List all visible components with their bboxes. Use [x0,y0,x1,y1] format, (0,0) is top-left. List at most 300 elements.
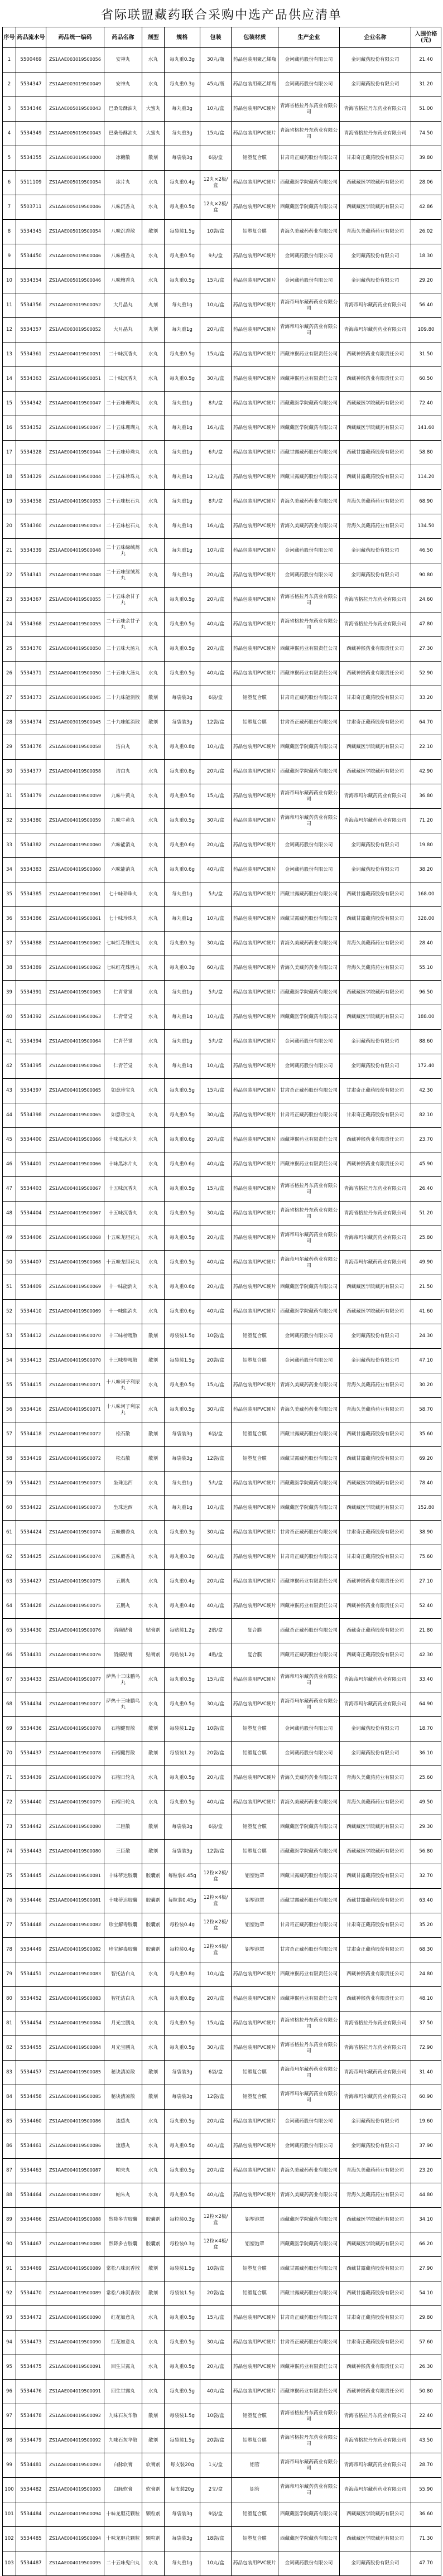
cell-spec: 每丸重1g [165,293,200,318]
cell-company: 西藏藏医学院藏药有限公司 [340,981,411,1005]
table-row [3,1202,441,1226]
cell-serial: 5534431 [16,1643,46,1668]
cell-company: 西藏藏医学院藏药有限公司 [340,1005,411,1030]
cell-company: 青海省格拉丹东药业有限公司 [340,97,411,122]
cell-spec: 每丸重3g [165,97,200,122]
cell-code: ZS1AAE004019500063 [46,1005,104,1030]
cell-package: 30丸/盒 [200,1692,232,1717]
cell-drug-name: 萨热十三味鹏鸟丸 [104,1692,142,1717]
cell-package: 12袋/盒 [200,2085,232,2110]
cell-material: 药品包装用PVC硬片 [232,1570,278,1594]
cell-drug-name: 二十味沉香丸 [104,342,142,367]
cell-spec: 每丸重1g [165,465,200,490]
cell-code: ZS1AAE004019500082 [46,1913,104,1938]
cell-material: 药品包装用PVC硬片 [232,2331,278,2355]
cell-form: 散剂 [142,2281,165,2306]
cell-spec: 每丸重0.5g [165,269,200,293]
cell-company: 西藏神猴药业有限责任公司 [340,1962,411,1987]
cell-price: 188.00 [411,1005,441,1030]
cell-company: 西藏藏医学院藏药有限公司 [340,195,411,220]
cell-manufacturer: 西藏奇正藏药股份有限公司 [278,1619,340,1643]
cell-code: ZS1AAE004019500082 [46,1938,104,1962]
cell-serial: 5534368 [16,612,46,637]
cell-price: 21.80 [411,1619,441,1643]
cell-form: 水丸 [142,1570,165,1594]
cell-spec: 每丸重1g [165,539,200,563]
cell-serial: 5534436 [16,1717,46,1742]
header-package: 包装 [200,27,232,48]
table-row [3,1570,441,1594]
cell-serial: 5534440 [16,1791,46,1815]
cell-manufacturer: 西藏藏医学院藏药有限公司 [278,760,340,784]
cell-company: 金诃藏药股份有限公司 [340,1054,411,1079]
document-title: 省际联盟藏药联合采购中选产品供应清单 [100,8,342,22]
cell-price: 44.80 [411,2183,441,2208]
cell-index: 17 [3,441,16,465]
cell-spec: 每丸重1g [165,392,200,416]
cell-index: 10 [3,269,16,293]
cell-drug-name: 巴桑母酥油丸 [104,97,142,122]
cell-material: 药品包装用PVC硬片 [232,195,278,220]
cell-spec: 每丸重0.5g [165,342,200,367]
cell-drug-name: 八味沉香丸 [104,195,142,220]
cell-material: 药品包装用PVC硬片 [232,1030,278,1054]
cell-company: 青海帝玛尔藏药药业有限公司 [340,784,411,809]
cell-company: 金诃藏药股份有限公司 [340,833,411,858]
cell-manufacturer: 西藏藏医学院藏药有限公司 [278,2232,340,2257]
table-row [3,2281,441,2306]
cell-form: 散剂 [142,2085,165,2110]
cell-code: ZS1AAE004019500079 [46,1791,104,1815]
cell-spec: 每丸重1g [165,981,200,1005]
cell-spec: 每丸重3g [165,122,200,146]
table-row [3,2134,441,2159]
cell-company: 西藏甘露藏药股份有限公司 [340,441,411,465]
cell-spec: 每袋装1.5g [165,1324,200,1349]
cell-index: 12 [3,318,16,342]
cell-form: 水丸 [142,1791,165,1815]
cell-code: ZS1AAE004019500070 [46,1349,104,1373]
table-row [3,1742,441,1766]
cell-price: 58.80 [411,441,441,465]
cell-company: 金诃藏药股份有限公司 [340,1349,411,1373]
cell-price: 72.40 [411,392,441,416]
cell-index: 100 [3,2478,16,2502]
table-row [3,392,441,416]
cell-manufacturer: 西藏甘露藏药股份有限公司 [278,882,340,907]
cell-manufacturer: 青海省格拉丹东药业有限公司 [278,122,340,146]
cell-serial: 5534361 [16,342,46,367]
cell-material: 药品包装用PVC硬片 [232,1987,278,2011]
cell-company: 西藏藏医学院藏药有限公司 [340,2527,411,2551]
cell-spec: 每丸重0.5g [165,1791,200,1815]
cell-drug-name: 十五味龙胆花丸 [104,1226,142,1251]
cell-material: 铝塑复合膜 [232,1422,278,1447]
cell-serial: 5534358 [16,490,46,514]
cell-index: 28 [3,711,16,735]
cell-drug-name: 五鹏丸 [104,1570,142,1594]
cell-code: ZS1AAE004019500078 [46,1717,104,1742]
cell-material: 铝塑复合膜 [232,1815,278,1840]
cell-index: 20 [3,514,16,539]
cell-manufacturer: 青海久美藏药药业有限公司 [278,2159,340,2183]
cell-company: 金诃藏药股份有限公司 [340,1030,411,1054]
cell-material: 药品包装用PVC硬片 [232,2380,278,2404]
table-row [3,1692,441,1717]
cell-manufacturer: 青海久美藏药药业有限公司 [278,956,340,981]
cell-drug-name: 九味牛黄丸 [104,809,142,833]
cell-price: 88.60 [411,1030,441,1054]
cell-manufacturer: 青海久美藏药药业有限公司 [278,1398,340,1422]
cell-material: 药品包装用PVC硬片 [232,1521,278,1545]
cell-serial: 5534433 [16,1668,46,1692]
cell-drug-name: 石榴日轮丸 [104,1791,142,1815]
cell-material: 药品包装用PVC硬片 [232,637,278,662]
header-price: 入围价格(元) [411,27,441,48]
cell-material: 药品包装用PVC硬片 [232,1300,278,1324]
cell-serial: 5534455 [16,2036,46,2061]
cell-company: 西藏神猴药业有限责任公司 [340,2355,411,2380]
cell-material: 药品包装用PVC硬片 [232,1791,278,1815]
cell-company: 西藏神猴药业有限责任公司 [340,1570,411,1594]
cell-form: 水丸 [142,244,165,269]
cell-code: ZS1AAE003019500049 [46,73,104,97]
cell-code: ZS1AAE004019500081 [46,1864,104,1889]
cell-spec: 每丸重0.4g [165,1570,200,1594]
cell-price: 26.02 [411,220,441,244]
cell-index: 82 [3,2036,16,2061]
cell-package: 10丸/盒 [200,293,232,318]
cell-drug-name: 流感丸 [104,2110,142,2134]
cell-package: 40丸/盒 [200,612,232,637]
cell-company: 青海省格拉丹东药业有限公司 [340,1202,411,1226]
cell-company: 青海帝玛尔藏药药业有限公司 [340,1226,411,1251]
cell-spec: 每丸重0.6g [165,833,200,858]
cell-drug-name: 五鹏丸 [104,1594,142,1619]
cell-spec: 每丸重0.5g [165,588,200,612]
cell-drug-name: 仁青常觉 [104,1005,142,1030]
cell-index: 50 [3,1251,16,1275]
cell-package: 10丸/盒 [200,1054,232,1079]
cell-company: 青海帝玛尔藏药药业有限公司 [340,293,411,318]
cell-company: 青海帝玛尔藏药药业有限公司 [340,2085,411,2110]
cell-serial: 5534448 [16,1913,46,1938]
table-row [3,1447,441,1472]
cell-index: 27 [3,686,16,711]
cell-code: ZS1AAE004019500083 [46,1962,104,1987]
cell-material: 药品包装用PVC硬片 [232,465,278,490]
cell-price: 27.90 [411,2257,441,2281]
cell-company: 西藏藏医学院藏药有限公司 [340,760,411,784]
cell-package: 10袋/盒 [200,2404,232,2429]
cell-index: 45 [3,1128,16,1152]
cell-serial: 5534416 [16,1398,46,1422]
cell-price: 141.60 [411,416,441,441]
cell-code: ZS1AAE004019500092 [46,2429,104,2453]
cell-price: 37.90 [411,2134,441,2159]
table-row [3,1619,441,1643]
table-row [3,956,441,981]
table-row [3,1472,441,1496]
cell-manufacturer: 青海省格拉丹东药业有限公司 [278,2011,340,2036]
cell-manufacturer: 西藏藏医学院藏药有限公司 [278,2502,340,2527]
cell-serial: 5534367 [16,588,46,612]
cell-drug-name: 三臣散 [104,1840,142,1864]
cell-code: ZS1AAE004019500071 [46,1373,104,1398]
cell-drug-name: 智托洁白丸 [104,1962,142,1987]
cell-form: 贴膏剂 [142,1619,165,1643]
cell-spec: 每丸重1g [165,318,200,342]
cell-manufacturer: 西藏甘露藏药股份有限公司 [278,2257,340,2281]
cell-spec: 每袋装1.5g [165,2281,200,2306]
cell-package: 9袋/盒 [200,2502,232,2527]
table-row [3,735,441,760]
cell-spec: 每丸重0.8g [165,1962,200,1987]
cell-drug-name: 七十味珍珠丸 [104,882,142,907]
cell-package: 10丸/盒 [200,735,232,760]
cell-price: 57.60 [411,2331,441,2355]
cell-code: ZS1AAE004019500087 [46,2159,104,2183]
cell-index: 77 [3,1913,16,1938]
cell-manufacturer: 西藏神猴药业有限责任公司 [278,1987,340,2011]
cell-package: 20丸/盒 [200,2110,232,2134]
cell-spec: 每丸重1g [165,1472,200,1496]
cell-serial: 5534434 [16,1692,46,1717]
cell-code: ZS1AAE004019500058 [46,760,104,784]
cell-material: 药品包装用PVC硬片 [232,1202,278,1226]
cell-index: 98 [3,2429,16,2453]
cell-company: 金诃藏药股份有限公司 [340,1324,411,1349]
cell-code: ZS1AAE004019500063 [46,981,104,1005]
cell-serial: 5534379 [16,784,46,809]
cell-package: 30丸/盒 [200,1521,232,1545]
cell-code: ZS1AAE004019500065 [46,1079,104,1103]
cell-company: 甘肃奇正藏药股份有限公司 [340,2306,411,2331]
cell-price: 31.20 [411,73,441,97]
cell-drug-name: 九味石灰华散 [104,2404,142,2429]
cell-code: ZS1AAE004019500047 [46,392,104,416]
cell-price: 52.90 [411,662,441,686]
table-row [3,2257,441,2281]
cell-drug-name: 安神丸 [104,48,142,73]
cell-code: ZS1AAE004019500093 [46,2478,104,2502]
cell-package: 15丸/盒 [200,2011,232,2036]
cell-code: ZS1AAE004019500084 [46,2036,104,2061]
cell-package: 2支/盒 [200,2478,232,2502]
cell-code: ZS1AAE004019500086 [46,2110,104,2134]
cell-form: 散剂 [142,1815,165,1840]
cell-index: 9 [3,244,16,269]
cell-drug-name: 如意珍宝丸 [104,1103,142,1128]
cell-manufacturer: 西藏神猴药业有限责任公司 [278,1594,340,1619]
cell-code: ZS1AAE004019500094 [46,2527,104,2551]
cell-drug-name: 二十五味绿绒蒿丸 [104,539,142,563]
cell-company: 西藏藏医学院藏药有限公司 [340,735,411,760]
cell-spec: 每丸重1g [165,1030,200,1054]
cell-serial: 5534391 [16,981,46,1005]
cell-code: ZS1AAE005019500046 [46,195,104,220]
table-row [3,1103,441,1128]
table-row [3,2011,441,2036]
cell-drug-name: 十五味沉香丸 [104,1202,142,1226]
table-row [3,1422,441,1447]
cell-serial: 5534328 [16,441,46,465]
cell-form: 水丸 [142,956,165,981]
cell-serial: 5534341 [16,563,46,588]
cell-spec: 每袋装3g [165,1422,200,1447]
cell-form: 水丸 [142,1521,165,1545]
cell-material: 药品包装用PVC硬片 [232,1668,278,1692]
cell-company: 青海久美藏药药业有限公司 [340,1791,411,1815]
cell-material: 药品包装用PVC硬片 [232,1103,278,1128]
cell-price: 55.10 [411,956,441,981]
cell-index: 63 [3,1570,16,1594]
cell-form: 散剂 [142,2429,165,2453]
cell-form: 水丸 [142,662,165,686]
cell-package: 5丸/盒 [200,981,232,1005]
table-row [3,1913,441,1938]
cell-serial: 5534347 [16,73,46,97]
cell-material: 药品包装用PVC硬片 [232,1275,278,1300]
cell-index: 95 [3,2355,16,2380]
cell-spec: 每袋装3g [165,146,200,171]
cell-serial: 5534479 [16,2429,46,2453]
cell-package: 20袋/盒 [200,1742,232,1766]
cell-form: 水丸 [142,2306,165,2331]
supply-list-table [2,27,441,2576]
cell-spec: 每丸重0.5g [165,662,200,686]
cell-serial: 5534476 [16,2380,46,2404]
cell-form: 水丸 [142,269,165,293]
cell-serial: 5534398 [16,1103,46,1128]
cell-price: 28.40 [411,932,441,956]
table-row [3,1324,441,1349]
cell-code: ZS1AAE004019500044 [46,465,104,490]
cell-form: 水丸 [142,1275,165,1300]
cell-spec: 每丸重0.6g [165,1152,200,1177]
cell-material: 药品包装用PVC硬片 [232,1373,278,1398]
cell-drug-name: 五味麝香丸 [104,1521,142,1545]
cell-drug-name: 常松八味沉香散 [104,2257,142,2281]
cell-serial: 5534450 [16,244,46,269]
cell-drug-name: 流感丸 [104,2134,142,2159]
cell-company: 西藏神猴药业有限责任公司 [340,637,411,662]
cell-company: 西藏藏医学院藏药有限公司 [340,171,411,195]
table-row [3,195,441,220]
cell-material: 药品包装用PVC硬片 [232,2011,278,2036]
cell-serial: 5534419 [16,1447,46,1472]
cell-form: 水丸 [142,1152,165,1177]
cell-index: 91 [3,2257,16,2281]
cell-company: 甘肃奇正藏药股份有限公司 [340,2331,411,2355]
cell-code: ZS1AAE004019500095 [46,2551,104,2576]
cell-material: 药品包装用PVC硬片 [232,760,278,784]
cell-form: 水丸 [142,1226,165,1251]
cell-code: ZS1AAE004019500089 [46,2281,104,2306]
cell-drug-name: 然降多吉胶囊 [104,2232,142,2257]
cell-code: ZS1AAE004019500072 [46,1447,104,1472]
table-row [3,637,441,662]
table-row [3,932,441,956]
cell-price: 68.90 [411,490,441,514]
table-row [3,416,441,441]
cell-price: 38.20 [411,858,441,882]
cell-drug-name: 十味蒂达胶囊 [104,1864,142,1889]
cell-price: 51.20 [411,1202,441,1226]
table-row [3,1766,441,1791]
cell-manufacturer: 甘肃奇正藏药股份有限公司 [278,146,340,171]
cell-index: 23 [3,588,16,612]
cell-price: 36.80 [411,784,441,809]
cell-package: 1支/盒 [200,2453,232,2478]
cell-drug-name: 洁白丸 [104,735,142,760]
cell-manufacturer: 金诃藏药股份有限公司 [278,2110,340,2134]
table-row [3,1373,441,1398]
cell-package: 6袋/盒 [200,2061,232,2085]
cell-price: 60.90 [411,2085,441,2110]
cell-material: 铝塑复合膜 [232,711,278,735]
cell-code: ZS1AAE005019500046 [46,244,104,269]
cell-company: 西藏藏医学院藏药有限公司 [340,2502,411,2527]
cell-drug-name: 松石散 [104,1422,142,1447]
cell-manufacturer: 西藏藏医学院藏药有限公司 [278,1815,340,1840]
cell-package: 40丸/盒 [200,2380,232,2404]
cell-index: 52 [3,1300,16,1324]
cell-price: 24.80 [411,1962,441,1987]
table-row [3,1962,441,1987]
cell-manufacturer: 青海久美藏药药业有限公司 [278,220,340,244]
cell-form: 水丸 [142,2159,165,2183]
cell-material: 药品包装用PVC硬片 [232,392,278,416]
cell-form: 水丸 [142,612,165,637]
cell-company: 甘肃奇正藏药股份有限公司 [340,711,411,735]
cell-manufacturer: 西藏藏医学院藏药有限公司 [278,1472,340,1496]
cell-material: 药品包装用PVC硬片 [232,1545,278,1570]
cell-index: 94 [3,2331,16,2355]
cell-price: 37.50 [411,2011,441,2036]
cell-index: 5 [3,146,16,171]
cell-code: ZS1AAE005019500043 [46,97,104,122]
cell-drug-name: 十八味诃子利尿丸 [104,1373,142,1398]
table-row [3,2061,441,2085]
cell-serial: 5534464 [16,2183,46,2208]
cell-package: 12粒×4板/盒 [200,1938,232,1962]
cell-material: 药品包装用PVC硬片 [232,981,278,1005]
cell-form: 水丸 [142,1251,165,1275]
cell-index: 89 [3,2208,16,2232]
cell-form: 水丸 [142,1594,165,1619]
cell-spec: 每丸重1g [165,1054,200,1079]
cell-material: 药品包装用PVC硬片 [232,1226,278,1251]
cell-price: 28.70 [411,2453,441,2478]
cell-form: 水丸 [142,2380,165,2404]
cell-manufacturer: 青海省格拉丹东药业有限公司 [278,2429,340,2453]
cell-code: ZS1AAE004019500044 [46,441,104,465]
cell-index: 72 [3,1791,16,1815]
cell-price: 24.30 [411,1324,441,1349]
cell-index: 97 [3,2404,16,2429]
cell-drug-name: 七味红花殊胜丸 [104,956,142,981]
cell-drug-name: 秘诀清凉散 [104,2085,142,2110]
cell-spec: 每袋装3g [165,2061,200,2085]
cell-package: 40丸/盒 [200,858,232,882]
cell-form: 水丸 [142,588,165,612]
cell-index: 47 [3,1177,16,1202]
cell-serial: 5534475 [16,2355,46,2380]
table-row [3,342,441,367]
cell-drug-name: 六味能消丸 [104,833,142,858]
cell-spec: 每袋装1.2g [165,1742,200,1766]
